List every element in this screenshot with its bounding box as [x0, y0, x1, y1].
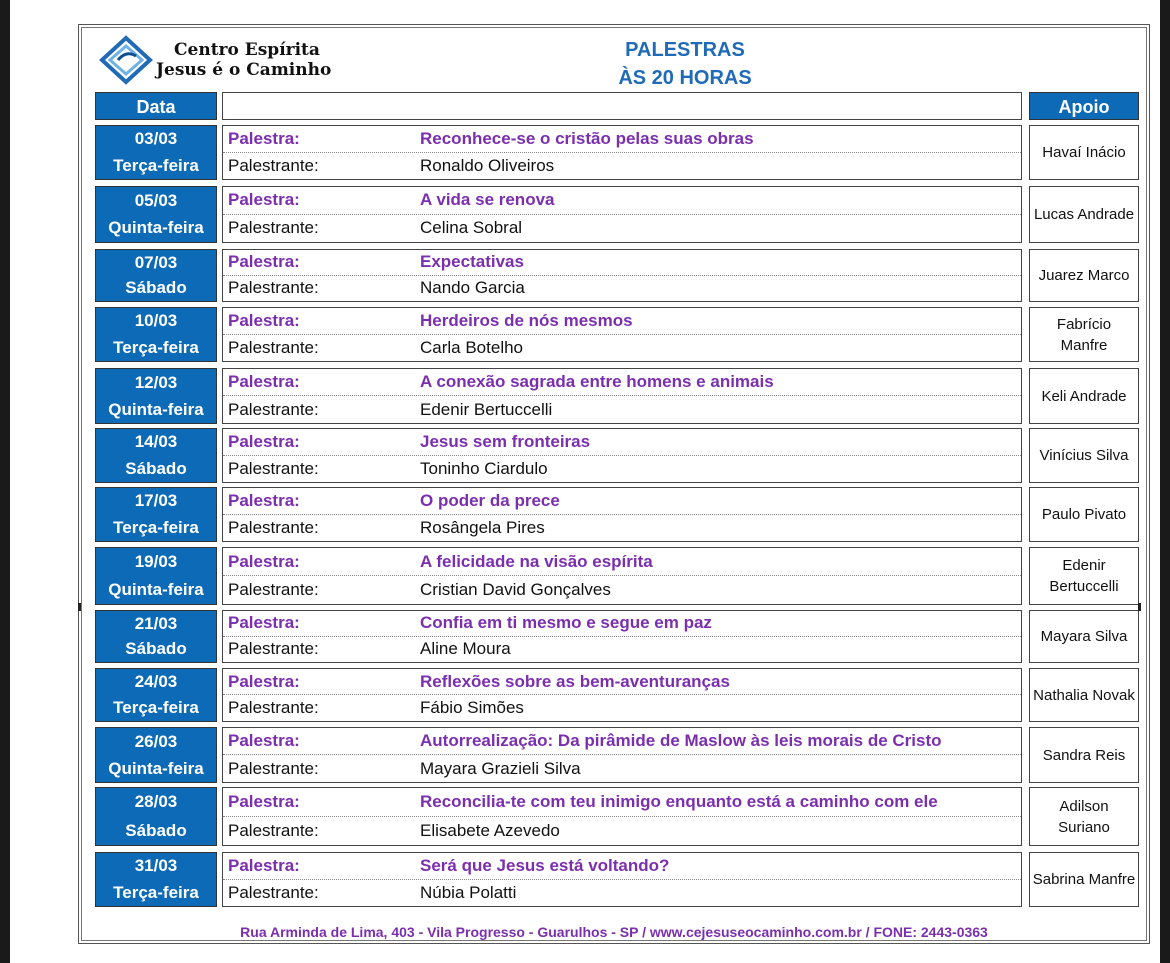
- date-cell: [95, 307, 217, 362]
- talk-cell: [222, 125, 1022, 180]
- talk-line: [223, 308, 1021, 335]
- date-value: 21/03: [134, 613, 178, 633]
- speaker-line: [223, 576, 1021, 604]
- speaker-name: Cristian David Gonçalves: [420, 580, 611, 599]
- center-logo: [96, 34, 346, 86]
- table-row: [95, 428, 1139, 483]
- weekday-value: Sábado: [125, 278, 187, 298]
- column-header-apoio: Apoio: [1029, 92, 1139, 120]
- speaker-name: Nando Garcia: [420, 278, 525, 298]
- talk-title: Jesus sem fronteiras: [420, 431, 591, 451]
- talk-cell: [222, 547, 1022, 605]
- date-cell: [95, 487, 217, 542]
- talk-title: O poder da prece: [420, 490, 560, 510]
- talk-title: Será que Jesus está voltando?: [420, 855, 670, 875]
- speaker-name: Rosângela Pires: [420, 517, 545, 537]
- date-value: 28/03: [134, 792, 178, 812]
- date-cell: [95, 249, 217, 302]
- date-value: 14/03: [134, 432, 178, 452]
- date-cell: [95, 852, 217, 907]
- palestrante-label: Palestrante:: [228, 639, 319, 659]
- speaker-line: [223, 396, 1021, 423]
- date-cell: [95, 428, 217, 483]
- apoio-cell: Lucas Andrade: [1029, 186, 1139, 243]
- table-row: [95, 787, 1139, 846]
- palestra-label: Palestra:: [228, 431, 300, 451]
- table-row: [95, 668, 1139, 722]
- weekday-value: Quinta-feira: [108, 580, 204, 599]
- talk-line: [223, 669, 1021, 695]
- title-line1: PALESTRAS: [625, 39, 745, 61]
- speaker-line: [223, 755, 1021, 782]
- talk-line: [223, 369, 1021, 396]
- table-row: [95, 249, 1139, 302]
- talk-title: Herdeiros de nós mesmos: [420, 310, 633, 330]
- palestra-label: Palestra:: [228, 791, 300, 811]
- speaker-line: [223, 153, 1021, 180]
- talk-line: [223, 548, 1021, 576]
- weekday-value: Quinta-feira: [108, 218, 204, 238]
- speaker-line: [223, 637, 1021, 663]
- date-value: 03/03: [134, 129, 178, 149]
- talk-line: [223, 853, 1021, 880]
- palestrante-label: Palestrante:: [228, 218, 319, 238]
- table-row: [95, 610, 1139, 663]
- column-header-blank: [222, 92, 1022, 120]
- palestra-label: Palestra:: [228, 190, 300, 210]
- talk-title: A felicidade na visão espírita: [420, 551, 653, 571]
- palestrante-label: Palestrante:: [228, 399, 319, 419]
- edge-mark-left: [78, 603, 81, 611]
- date-value: 19/03: [134, 552, 178, 571]
- table-row: [95, 307, 1139, 362]
- apoio-cell: Paulo Pivato: [1029, 487, 1139, 542]
- weekday-value: Terça-feira: [113, 882, 199, 902]
- title-line2: ÀS 20 HORAS: [618, 67, 752, 89]
- speaker-name: Núbia Polatti: [420, 882, 517, 902]
- speaker-line: [223, 515, 1021, 542]
- logo-name-line2: Jesus é o Caminho: [156, 60, 332, 80]
- palestrante-label: Palestrante:: [228, 278, 319, 298]
- talk-cell: [222, 610, 1022, 663]
- weekday-value: Sábado: [125, 639, 187, 659]
- talk-cell: [222, 249, 1022, 302]
- apoio-cell: Mayara Silva: [1029, 610, 1139, 663]
- weekday-value: Terça-feira: [113, 698, 199, 717]
- logo-name-line1: Centro Espírita: [174, 40, 320, 60]
- date-cell: [95, 125, 217, 180]
- speaker-name: Ronaldo Oliveiros: [420, 155, 555, 175]
- date-cell: [95, 668, 217, 722]
- talk-title: Reconhece-se o cristão pelas suas obras: [420, 128, 754, 148]
- weekday-value: Terça-feira: [113, 337, 199, 357]
- talk-title: Reconcilia-te com teu inimigo enquanto está a caminho com ele: [420, 791, 938, 811]
- talk-cell: [222, 852, 1022, 907]
- palestra-label: Palestra:: [228, 671, 300, 691]
- apoio-cell: Sabrina Manfre: [1029, 852, 1139, 907]
- apoio-cell: Fabrício Manfre: [1029, 307, 1139, 362]
- talk-line: [223, 488, 1021, 515]
- weekday-value: Terça-feira: [113, 155, 199, 175]
- palestrante-label: Palestrante:: [228, 758, 319, 778]
- talk-title: A vida se renova: [420, 190, 555, 210]
- speaker-name: Carla Botelho: [420, 337, 524, 357]
- talk-cell: [222, 727, 1022, 783]
- date-cell: [95, 368, 217, 424]
- weekday-value: Sábado: [125, 820, 187, 840]
- talk-title: Confia em ti mesmo e segue em paz: [420, 613, 712, 633]
- table-row: [95, 547, 1139, 605]
- talk-cell: [222, 186, 1022, 243]
- talk-line: [223, 429, 1021, 456]
- speaker-name: Mayara Grazieli Silva: [420, 758, 581, 778]
- date-value: 17/03: [134, 491, 178, 511]
- talk-line: [223, 250, 1021, 276]
- palestra-label: Palestra:: [228, 731, 300, 750]
- talk-cell: [222, 668, 1022, 722]
- speaker-line: [223, 276, 1021, 302]
- talk-line: [223, 788, 1021, 817]
- speaker-name: Toninho Ciardulo: [420, 458, 548, 478]
- apoio-cell: Vinícius Silva: [1029, 428, 1139, 483]
- talk-cell: [222, 487, 1022, 542]
- speaker-line: [223, 695, 1021, 721]
- palestra-label: Palestra:: [228, 855, 300, 875]
- palestrante-label: Palestrante:: [228, 517, 319, 537]
- talk-line: [223, 126, 1021, 153]
- talk-line: [223, 187, 1021, 215]
- weekday-value: Quinta-feira: [108, 758, 204, 778]
- apoio-cell: Keli Andrade: [1029, 368, 1139, 424]
- speaker-line: [223, 335, 1021, 362]
- talk-cell: [222, 307, 1022, 362]
- date-cell: [95, 727, 217, 783]
- palestrante-label: Palestrante:: [228, 155, 319, 175]
- date-cell: [95, 610, 217, 663]
- talk-cell: [222, 368, 1022, 424]
- weekday-value: Quinta-feira: [108, 399, 204, 419]
- weekday-value: Sábado: [125, 458, 187, 478]
- speaker-line: [223, 817, 1021, 846]
- talk-title: Expectativas: [420, 252, 524, 272]
- palestrante-label: Palestrante:: [228, 820, 319, 840]
- palestra-label: Palestra:: [228, 252, 300, 272]
- talk-line: [223, 728, 1021, 755]
- speaker-name: Elisabete Azevedo: [420, 820, 560, 840]
- speaker-line: [223, 456, 1021, 483]
- date-value: 05/03: [134, 190, 178, 210]
- talk-title: A conexão sagrada entre homens e animais: [420, 372, 774, 391]
- logo-icon: [96, 34, 154, 86]
- talk-title: Autorrealização: Da pirâmide de Maslow às leis morais de Cristo: [420, 731, 942, 750]
- date-cell: [95, 787, 217, 846]
- speaker-name: Edenir Bertuccelli: [420, 399, 553, 419]
- apoio-cell: Sandra Reis: [1029, 727, 1139, 783]
- apoio-cell: Juarez Marco: [1029, 249, 1139, 302]
- palestrante-label: Palestrante:: [228, 458, 319, 478]
- apoio-cell: Havaí Inácio: [1029, 125, 1139, 180]
- speaker-name: Aline Moura: [420, 639, 511, 659]
- palestra-label: Palestra:: [228, 372, 300, 391]
- table-row: [95, 487, 1139, 542]
- table-row: [95, 186, 1139, 243]
- palestra-label: Palestra:: [228, 128, 300, 148]
- speaker-line: [223, 215, 1021, 243]
- palestra-label: Palestra:: [228, 613, 300, 633]
- apoio-cell: Edenir Bertuccelli: [1029, 547, 1139, 605]
- palestrante-label: Palestrante:: [228, 337, 319, 357]
- date-value: 12/03: [134, 372, 178, 392]
- table-row: [95, 368, 1139, 424]
- speaker-line: [223, 880, 1021, 907]
- talk-line: [223, 611, 1021, 637]
- footer-address: Rua Arminda de Lima, 403 - Vila Progresso - Guarulhos - SP / www.cejesuseocaminho.com.br / FONE: 2443-0363: [240, 924, 988, 940]
- page-title: [570, 36, 800, 92]
- talk-title: Reflexões sobre as bem-aventuranças: [420, 671, 730, 691]
- apoio-cell: Adilson Suriano: [1029, 787, 1139, 846]
- edge-mark-right: [1138, 603, 1141, 611]
- table-row: [95, 852, 1139, 907]
- table-row: [95, 727, 1139, 783]
- talk-cell: [222, 428, 1022, 483]
- date-cell: [95, 547, 217, 605]
- apoio-cell: Nathalia Novak: [1029, 668, 1139, 722]
- date-cell: [95, 186, 217, 243]
- document-page: [10, 0, 1160, 963]
- speaker-name: Fábio Simões: [420, 698, 524, 717]
- speaker-name: Celina Sobral: [420, 218, 523, 238]
- column-header-data: Data: [95, 92, 217, 120]
- palestrante-label: Palestrante:: [228, 698, 319, 717]
- weekday-value: Terça-feira: [113, 517, 199, 537]
- palestra-label: Palestra:: [228, 551, 300, 571]
- talk-cell: [222, 787, 1022, 846]
- palestrante-label: Palestrante:: [228, 580, 319, 599]
- table-row: [95, 125, 1139, 180]
- date-value: 10/03: [134, 311, 178, 331]
- palestra-label: Palestra:: [228, 490, 300, 510]
- date-value: 26/03: [134, 731, 178, 751]
- palestrante-label: Palestrante:: [228, 882, 319, 902]
- date-value: 07/03: [134, 252, 178, 272]
- date-value: 31/03: [134, 856, 178, 876]
- date-value: 24/03: [134, 672, 178, 691]
- palestra-label: Palestra:: [228, 310, 300, 330]
